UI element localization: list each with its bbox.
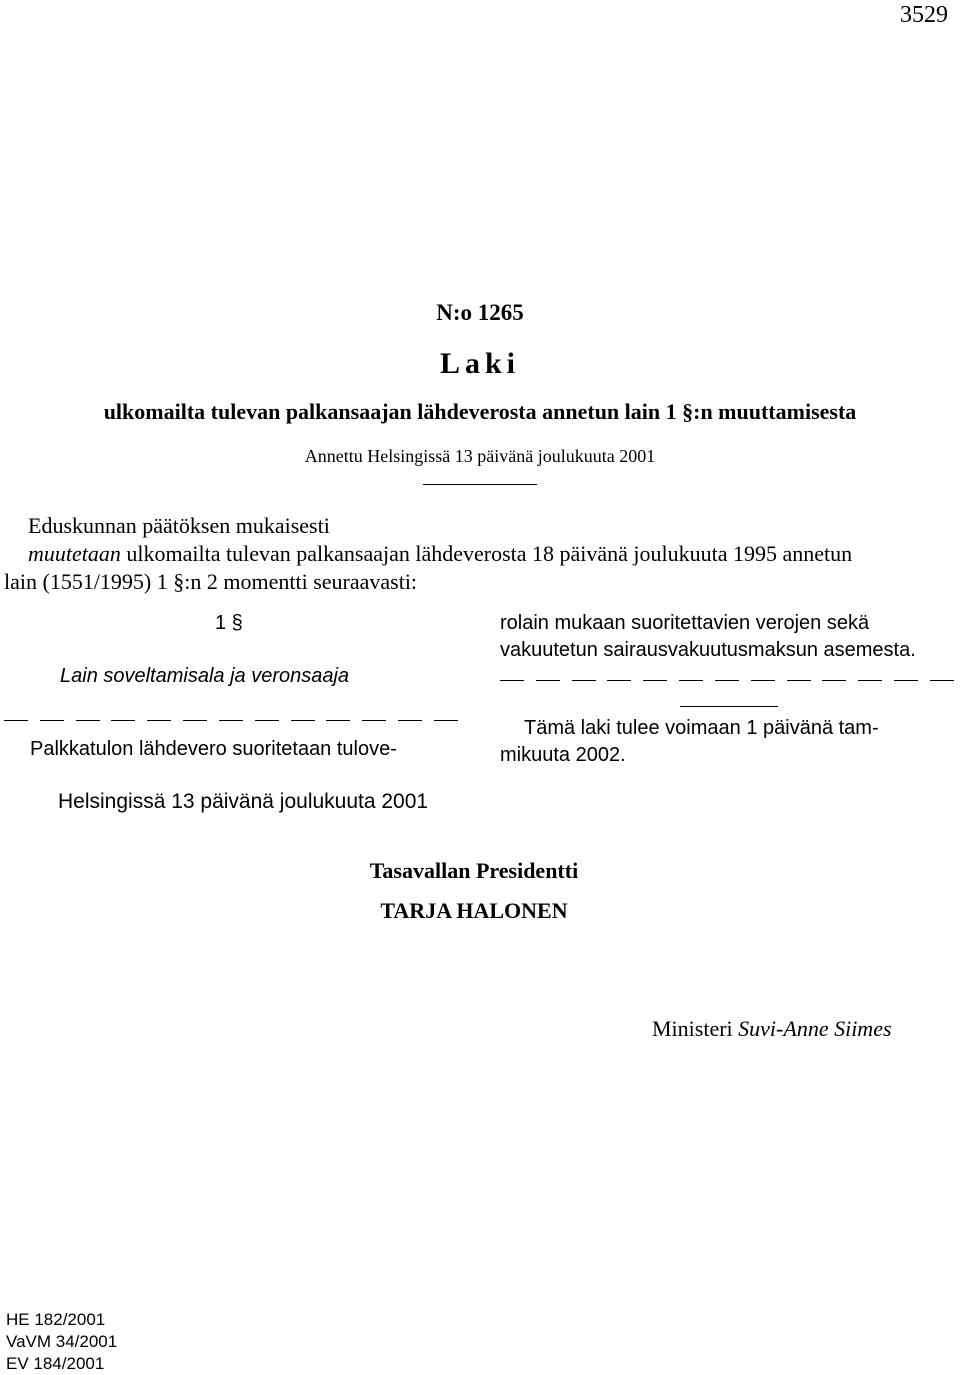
given-line: Annettu Helsingissä 13 päivänä joulukuuta 2001	[304, 446, 656, 466]
reference-committee-report: VaVM 34/2001	[6, 1332, 118, 1351]
title-divider	[423, 484, 537, 485]
president-name: TARJA HALONEN	[380, 898, 568, 923]
section-number: 1 §	[215, 612, 243, 634]
amendment-clause-continued: lain (1551/1995) 1 §:n 2 momentti seuraavasti:	[4, 569, 418, 594]
section-text-right-1: rolain mukaan suoritettavien verojen sekä	[500, 612, 870, 634]
entry-into-force-2: mikuuta 2002.	[500, 744, 626, 766]
amendment-clause	[28, 540, 852, 568]
omission-dashes-right	[500, 680, 954, 681]
law-subtitle: ulkomailta tulevan palkansaajan lähdeverosta annetun lain 1 §:n muuttamisesta	[103, 399, 857, 424]
enactment-clause: Eduskunnan päätöksen mukaisesti	[28, 513, 330, 538]
place-date: Helsingissä 13 päivänä joulukuuta 2001	[58, 790, 429, 813]
law-title: Laki	[439, 347, 521, 380]
section-text-right-2: vakuutetun sairausvakuutusmaksun asemesta.	[500, 639, 916, 661]
minister-name: Suvi-Anne Siimes	[738, 1016, 892, 1041]
section-text-left: Palkkatulon lähdevero suoritetaan tulove-	[30, 738, 397, 760]
entry-into-force-1: Tämä laki tulee voimaan 1 päivänä tam-	[524, 717, 879, 739]
reference-government-bill: HE 182/2001	[6, 1310, 106, 1329]
president-title: Tasavallan Presidentti	[369, 858, 579, 883]
statute-number: N:o 1265	[436, 300, 524, 325]
reference-parliament-reply: EV 184/2001	[6, 1354, 105, 1373]
page-number: 3529	[900, 2, 948, 28]
omission-dashes-left	[4, 720, 458, 721]
section-heading: Lain soveltamisala ja veronsaaja	[60, 665, 350, 687]
section-end-divider	[680, 706, 778, 707]
amendment-text: ulkomailta tulevan palkansaajan lähdeverosta 18 päivänä joulukuuta 1995 annetun	[120, 541, 853, 566]
minister-signature	[652, 1016, 892, 1042]
amendment-verb: muutetaan	[28, 541, 121, 566]
reference-list	[6, 1309, 117, 1375]
minister-title: Ministeri	[652, 1016, 733, 1041]
